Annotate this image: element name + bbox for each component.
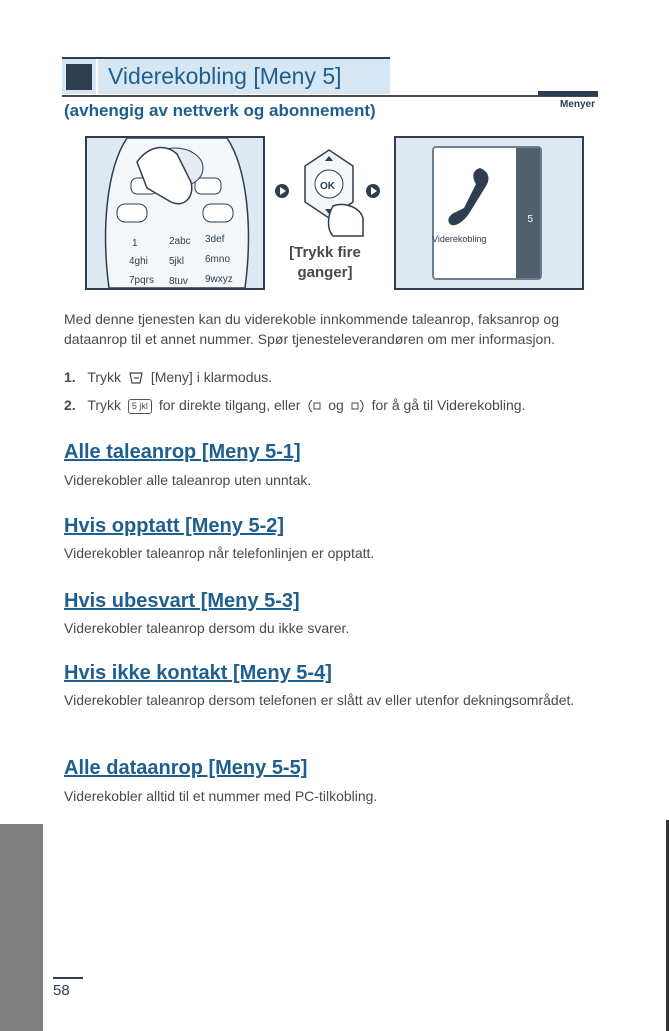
title-bar (62, 57, 390, 94)
section-heading: Hvis ubesvart [Meny 5-3] (64, 590, 300, 612)
key-1: 1 (132, 238, 138, 249)
nav-key-drawing (293, 146, 365, 238)
key-6: 6mno (205, 254, 231, 265)
chapter-tab (0, 824, 43, 1031)
press-instruction: [Trykk fire ganger] (289, 244, 361, 281)
title-separator (96, 59, 98, 94)
step-text: Trykk (87, 369, 122, 385)
section-description: Viderekobler taleanrop når telefonlinjen er opptatt. (64, 545, 375, 561)
step-text: [Meny] i klarmodus. (150, 369, 273, 385)
key-2: 2abc (169, 236, 191, 247)
section-heading: Alle dataanrop [Meny 5-5] (64, 757, 308, 779)
step-1 (64, 369, 272, 385)
key-5: 5jkl (169, 256, 185, 267)
screen-side-bar (516, 148, 540, 278)
section-heading: Hvis opptatt [Meny 5-2] (64, 515, 285, 537)
phone-forward-icon (446, 166, 498, 232)
key-8: 8tuv (169, 276, 188, 287)
step-2 (64, 397, 525, 414)
step-text: for å gå til Viderekobling. (371, 397, 526, 413)
page-title: Viderekobling [Meny 5] (108, 63, 342, 89)
page-number: 58 (53, 977, 83, 999)
step-number: 1. (64, 369, 76, 385)
nav-left-icon (306, 399, 322, 413)
step-text: Trykk (87, 397, 122, 413)
screen-menu-number: 5 (527, 214, 533, 225)
header-rule-accent (538, 91, 598, 96)
screen-caption: Viderekobling (432, 234, 487, 244)
arrow-right-icon (275, 184, 289, 198)
key-9: 9wxyz (205, 274, 233, 285)
title-square-icon (66, 64, 92, 90)
key-5-icon: 5 jkl (128, 399, 152, 414)
nav-right-icon (350, 399, 366, 413)
step-text: for direkte tilgang, eller (158, 397, 301, 413)
ok-key-label: OK (320, 181, 335, 192)
menu-softkey-icon (128, 371, 144, 385)
key-3: 3def (205, 234, 225, 245)
section-heading: Alle taleanrop [Meny 5-1] (64, 441, 301, 463)
arrow-right-icon (366, 184, 380, 198)
key-7: 7pqrs (129, 275, 155, 286)
screen-display (432, 146, 542, 280)
step-text: og (328, 397, 344, 413)
page-subtitle: (avhengig av nettverk og abonnement) (64, 101, 376, 120)
section-description: Viderekobler alle taleanrop uten unntak. (64, 472, 312, 488)
keypad-drawing (87, 138, 263, 288)
section-description: Viderekobler alltid til et nummer med PC-tilkobling. (64, 788, 378, 804)
screen-illustration (394, 136, 584, 290)
key-4: 4ghi (129, 256, 148, 267)
intro-paragraph: Med denne tjenesten kan du viderekoble innkommende taleanrop, faksanrop og dataanrop til et annet nummer. Spør tjenesteleverandøren om mer informasjon. (64, 311, 559, 347)
step-number: 2. (64, 397, 76, 413)
section-label: Menyer (559, 99, 595, 110)
keypad-illustration (85, 136, 265, 290)
section-description: Viderekobler taleanrop dersom telefonen er slått av eller utenfor dekningsområdet. (64, 692, 575, 708)
section-heading: Hvis ikke kontakt [Meny 5-4] (64, 662, 332, 684)
header-rule (62, 95, 598, 97)
section-description: Viderekobler taleanrop dersom du ikke svarer. (64, 620, 350, 636)
